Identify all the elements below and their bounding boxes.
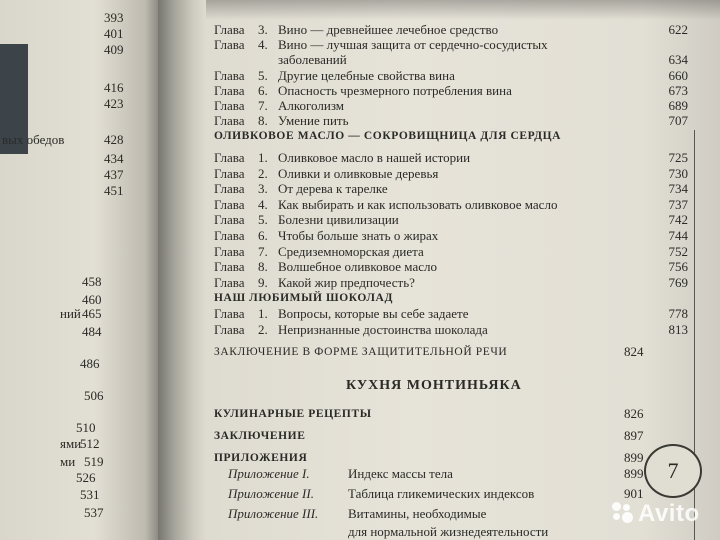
chapter-number: 2. [258,165,268,181]
chapter-number: 4. [258,37,268,53]
conclusion-page: 897 [624,428,644,443]
left-toc-row [0,306,150,322]
chapter-number: 4. [258,196,268,212]
appendix-page: 901 [624,486,644,501]
chapter-label: Глава [214,181,245,197]
toc-row [214,113,688,129]
left-toc-page: 434 [104,151,124,166]
chapter-page: 734 [668,181,688,197]
chapter-label: Глава [214,259,245,275]
appendix-title: Таблица гликемических индексов [348,486,535,501]
chapter-label: Глава [214,22,245,37]
chapter-number: 7. [258,243,268,259]
toc-row [214,67,688,83]
left-toc-page: 458 [82,274,102,289]
chapter-title: Средиземноморская диета [278,243,424,259]
chapter-number: 6. [258,82,268,98]
appendix-page: 899 [624,466,644,481]
chapter-page: 752 [668,243,688,259]
left-toc-row [0,505,150,521]
book-gutter [158,0,206,540]
chapter-title: Волшебное оливковое масло [278,259,437,275]
left-page [0,0,158,540]
left-toc-page: 428 [104,132,124,147]
appendix-row [206,486,666,502]
chapter-title: Опасность чрезмерного потребления вина [278,82,512,98]
defense-conclusion-title: ЗАКЛЮЧЕНИЕ В ФОРМЕ ЗАЩИТИТЕЛЬНОЙ РЕЧИ [214,346,508,358]
left-toc-row [0,356,150,372]
chapter-number: 1. [258,306,268,321]
toc-row [214,259,688,275]
left-toc-page: 460 [82,292,102,307]
chapter-page: 813 [668,322,688,337]
defense-conclusion-page: 824 [624,344,644,359]
left-toc-page: 526 [76,470,96,485]
chapter-page: 778 [668,306,688,321]
left-toc-page: 416 [104,80,124,95]
chapter-page: 634 [668,52,688,68]
toc-row [214,306,688,321]
left-toc-row [0,80,150,96]
appendix-row [206,466,666,482]
chapter-page: 730 [668,165,688,181]
toc-row [214,322,688,337]
page-top-shadow [206,0,720,20]
left-toc-page: 451 [104,183,124,198]
left-toc-page: 484 [82,324,102,339]
right-page [206,0,720,540]
left-toc-row [0,487,150,503]
left-toc-title: вых обедов [2,132,65,147]
toc-row [214,52,688,68]
chapter-title: Какой жир предпочесть? [278,274,415,290]
left-toc-page: 465 [82,306,102,321]
chocolate-section-heading: НАШ ЛЮБИМЫЙ ШОКОЛАД [214,292,393,304]
chapter-number: 3. [258,181,268,197]
appendix-label: Приложение III. [228,506,319,521]
left-toc-row [0,454,150,470]
left-toc-page: 401 [104,26,124,41]
chapter-label: Глава [214,67,245,83]
chapter-label: Глава [214,322,245,337]
chapter-label: Глава [214,212,245,228]
chapter-page: 769 [668,274,688,290]
left-toc-page: 437 [104,167,124,182]
left-toc-row [0,10,150,26]
left-toc-row [0,96,150,112]
left-toc-row [0,470,150,486]
appendix-title: Витамины, необходимые [348,506,487,521]
chapter-number: 8. [258,259,268,275]
left-toc-page: 506 [84,388,104,403]
avito-watermark [612,500,700,528]
chapter-page: 756 [668,259,688,275]
chapter-number: 5. [258,67,268,83]
chapter-title: Алкоголизм [278,98,344,113]
chapter-title: Другие целебные свойства вина [278,67,455,83]
left-toc-row [0,324,150,340]
appendix-title: для нормальной жизнедеятельности [348,524,549,539]
toc-row [214,150,688,165]
appendices-page: 899 [624,450,644,465]
chapter-page: 742 [668,212,688,228]
toc-row [214,82,688,98]
conclusion-title: ЗАКЛЮЧЕНИЕ [214,430,306,442]
chapter-label: Глава [214,228,245,243]
left-toc-row [0,151,150,167]
toc-row [214,37,664,52]
chapter-number: 8. [258,113,268,129]
left-toc-page: 409 [104,42,124,57]
left-toc-row [0,274,150,290]
toc-row [214,98,688,113]
chapter-page: 673 [668,82,688,98]
toc-row [214,181,688,197]
chapter-title: Оливки и оливковые деревья [278,165,439,181]
chapter-title: Вино — лучшая защита от сердечно-сосудистых [278,37,548,53]
appendices-title: ПРИЛОЖЕНИЯ [214,452,308,464]
left-toc-title: ний [60,306,81,321]
chapter-number: 5. [258,212,268,228]
chapter-label: Глава [214,98,245,113]
chapter-number: 7. [258,98,268,113]
page-number-badge: 7 [644,444,702,498]
chapter-title: Чтобы больше знать о жирах [278,228,439,243]
left-toc-page: 512 [80,436,100,451]
chapter-label: Глава [214,243,245,259]
part-title: КУХНЯ МОНТИНЬЯКА [346,378,522,393]
chapter-label: Глава [214,196,245,212]
chapter-page: 689 [668,98,688,113]
chapter-page: 744 [668,228,688,243]
left-toc-title: ми [60,454,76,469]
left-toc-page: 519 [84,454,104,469]
chapter-title: Умение пить [278,113,349,129]
left-toc-page: 510 [76,420,96,435]
chapter-title: Вопросы, которые вы себе задаете [278,306,469,321]
appendix-title: Индекс массы тела [348,466,453,481]
chapter-title: заболеваний [278,52,347,68]
appendix-row [206,524,666,540]
avito-logo-icon [612,502,634,524]
left-toc-page: 537 [84,505,104,520]
olive-section-heading: ОЛИВКОВОЕ МАСЛО — СОКРОВИЩНИЦА ДЛЯ СЕРДЦА [214,130,562,142]
left-toc-page: 423 [104,96,124,111]
chapter-title: Непризнанные достоинства шоколада [278,322,488,337]
appendix-label: Приложение I. [228,466,310,481]
chapter-label: Глава [214,306,245,321]
chapter-number: 1. [258,150,268,165]
chapter-number: 3. [258,22,268,37]
toc-row [214,228,688,243]
left-toc-row [0,420,150,436]
left-toc-row [0,388,150,404]
toc-row [214,196,688,212]
chapter-page: 622 [668,22,688,37]
toc-row [214,243,688,259]
chapter-page: 660 [668,67,688,83]
left-toc-row [0,26,150,42]
chapter-page: 737 [668,196,688,212]
appendix-row [206,506,666,522]
chapter-label: Глава [214,165,245,181]
recipes-title: КУЛИНАРНЫЕ РЕЦЕПТЫ [214,408,372,420]
chapter-label: Глава [214,150,245,165]
avito-watermark-text: Avito [638,500,700,527]
left-toc-row [0,167,150,183]
toc-row [214,22,688,37]
left-toc-page: 393 [104,10,124,25]
left-toc-row [0,132,150,148]
appendix-label: Приложение II. [228,486,314,501]
toc-row [214,212,688,228]
chapter-title: Как выбирать и как использовать оливковое масло [278,196,558,212]
chapter-label: Глава [214,37,245,53]
chapter-number: 9. [258,274,268,290]
left-toc-row [0,183,150,199]
toc-row [214,274,688,290]
chapter-number: 6. [258,228,268,243]
chapter-number: 2. [258,322,268,337]
left-toc-row [0,42,150,58]
left-toc-page: 486 [80,356,100,371]
recipes-page: 826 [624,406,644,421]
chapter-title: Оливковое масло в нашей истории [278,150,471,165]
chapter-title: От дерева к тарелке [278,181,388,197]
chapter-title: Болезни цивилизации [278,212,399,228]
left-toc-row [0,436,150,452]
chapter-page: 707 [668,113,688,129]
chapter-title: Вино — древнейшее лечебное средство [278,22,499,37]
chapter-page: 725 [668,150,688,165]
chapter-label: Глава [214,274,245,290]
left-toc-title: ями [60,436,82,451]
left-toc-page: 531 [80,487,100,502]
chapter-label: Глава [214,82,245,98]
chapter-label: Глава [214,113,245,129]
toc-row [214,165,688,181]
